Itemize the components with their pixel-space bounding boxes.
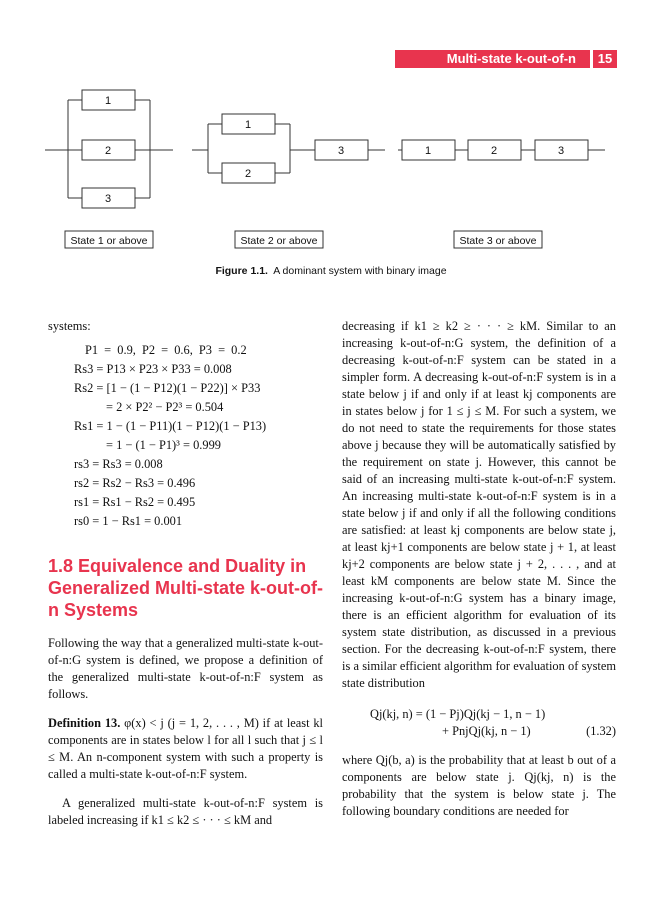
block-c1-label: 1 (424, 145, 432, 157)
definition-text: φ(x) < j (j = 1, 2, . . . , M) if at least kl components are in states below l for all l such that j ≤ l ≤ M. An n-component system with such a property is called a multi-state k-out-of-n:F system. (48, 716, 323, 781)
state-label-1: State 1 or above (70, 235, 148, 247)
equation-2: Rs3 = P13 × P23 × P33 = 0.008 (74, 362, 232, 376)
equation-1: P1 = 0.9, P2 = 0.6, P3 = 0.2 (85, 343, 247, 357)
running-header (395, 50, 590, 84)
equation-9: rs1 = Rs1 − Rs2 = 0.495 (74, 495, 196, 509)
equation-7: rs3 = Rs3 = 0.008 (74, 457, 163, 471)
equation-5: Rs1 = 1 − (1 − P11)(1 − P12)(1 − P13) (74, 419, 267, 433)
block-a2-label: 2 (104, 145, 112, 157)
figure-caption-text: A dominant system with binary image (273, 265, 447, 277)
equation-10: rs0 = 1 − Rs1 = 0.001 (74, 514, 183, 528)
equation-block (48, 341, 323, 531)
definition-label: Definition 13. (48, 716, 121, 730)
section-title: 1.8 Equivalence and Duality in Generalized Multi-state k-out-of-n Systems (48, 556, 324, 620)
block-c3-label: 3 (557, 145, 565, 157)
block-a1-label: 1 (104, 95, 112, 107)
left-paragraph-2: A generalized multi-state k-out-of-n:F system is labeled increasing if k1 ≤ k2 ≤ · · · ≤ kM and (48, 796, 323, 827)
equation-1-32-line-2 (342, 723, 616, 740)
figure-caption (0, 265, 662, 277)
state-label-3: State 3 or above (459, 235, 537, 247)
running-title: Multi-state k-out-of-n Systems (446, 51, 576, 84)
page-number: 15 (593, 50, 617, 68)
right-column (342, 318, 616, 820)
block-a3-label: 3 (104, 193, 112, 205)
left-paragraph-1: Following the way that a generalized multi-state k-out-of-n:G system is defined, we propose a definition of the generalized multi-state k-out-of-n:F system as follows. (48, 636, 323, 701)
equation-8: rs2 = Rs2 − Rs3 = 0.496 (74, 476, 196, 490)
block-b2-label: 2 (244, 168, 252, 180)
equation-1-32-line-2-text: + PnjQj(kj, n − 1) (442, 724, 531, 738)
state-label-2: State 2 or above (240, 235, 318, 247)
equation-1-32-line-1: Qj(kj, n) = (1 − Pj)Qj(kj − 1, n − 1) (370, 707, 546, 721)
equation-6: = 1 − (1 − P1)³ = 0.999 (106, 438, 221, 452)
figure-diagram (40, 80, 620, 260)
block-c2-label: 2 (490, 145, 498, 157)
right-paragraph-1: decreasing if k1 ≥ k2 ≥ · · · ≥ kM. Similar to an increasing k-out-of-n:G system, the definition of a decreasing k-out-of-n:F system can be stated in a simpler form. A decreasing k-out-of-n:F system is in a state below j if and only if at least kj components are in states below j for 1 ≤ j ≤ M. For such a system, we do not need to state the requirements for those states above j because they will be automatically satisfied by the requirement on state j. However, this cannot be said of an increasing multi-state k-out-of-n:F system. An increasing multi-state k-out-of-n:F system is in a state below j if and only if all the following conditions are satisfied: at least kj components are below state j, at least kj+1 components are below state j + 1, at least kj+2 components are below state j + 2, . . . , and at least kM components are below state M. Since the increasing k-out-of-n:G system has a binary image, there is an efficient algorithm for evaluation of its system state distribution, as discussed in a previous section. For the decreasing k-out-of-n:F system, there is a similar efficient algorithm for evaluation of system state distribution (342, 319, 616, 690)
figure-caption-label: Figure 1.1. (215, 265, 268, 277)
right-paragraph-2: where Qj(b, a) is the probability that at least b out of a components are below state j. Qj(kj, n) is the probability that the system is below state j. The following boundary conditions are needed for (342, 753, 616, 818)
left-column (48, 318, 323, 829)
definition-13 (48, 715, 323, 783)
equation-3: Rs2 = [1 − (1 − P12)(1 − P22)] × P33 (74, 381, 261, 395)
block-b3-label: 3 (337, 145, 345, 157)
left-intro: systems: (48, 319, 91, 333)
block-b1-label: 1 (244, 119, 252, 131)
equation-4: = 2 × P2² − P2³ = 0.504 (106, 400, 224, 414)
equation-1-32 (342, 706, 616, 740)
equation-number: (1.32) (586, 724, 616, 738)
